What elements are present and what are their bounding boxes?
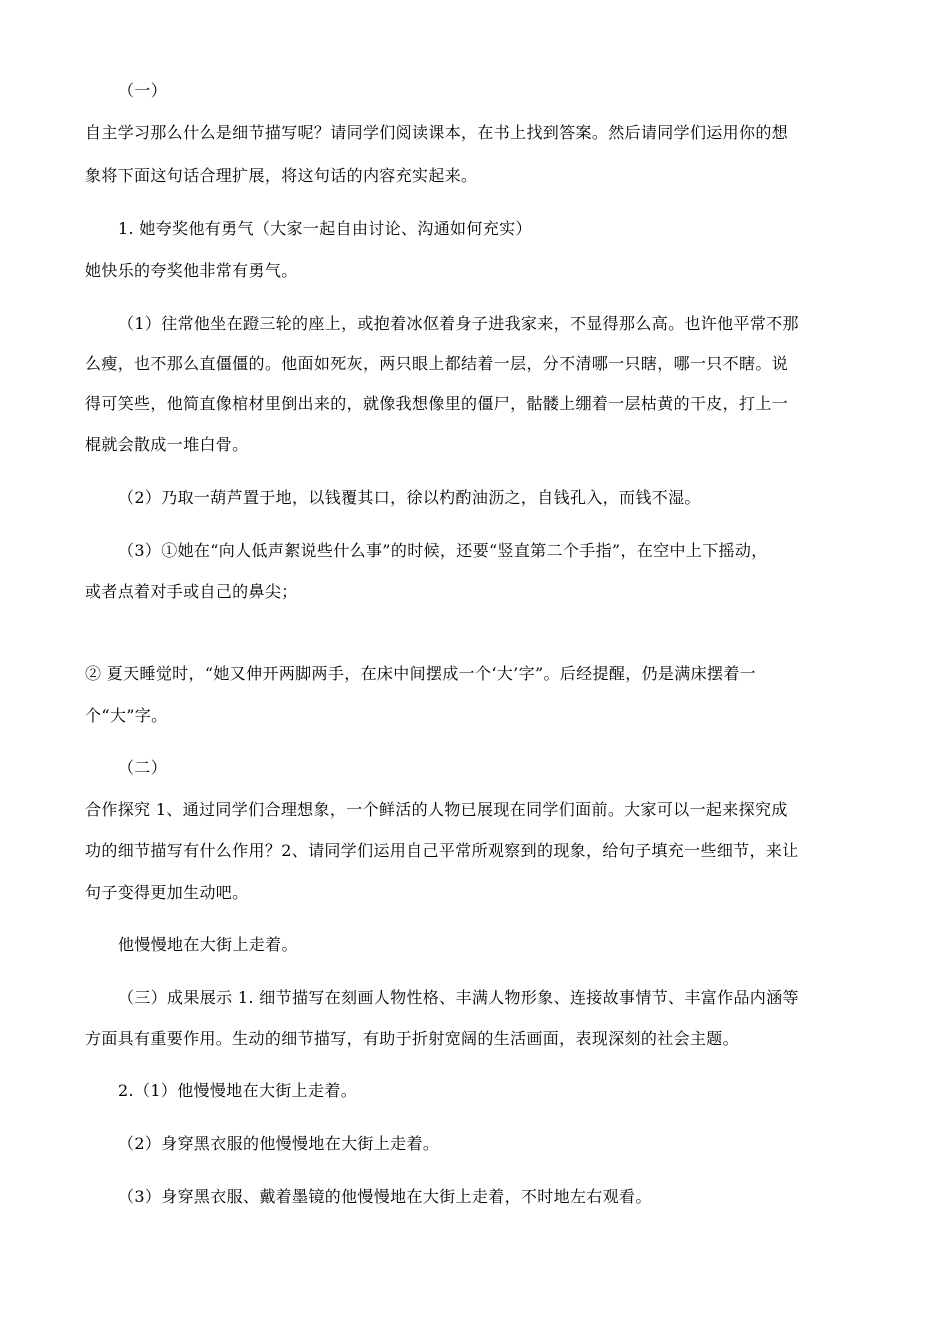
example-line: （2）乃取一葫芦置于地，以钱覆其口，徐以杓酌油沥之，自钱孔入，而钱不湿。: [118, 488, 701, 507]
item-answer: 她快乐的夸奖他非常有勇气。: [85, 261, 298, 280]
paragraph-line: 合作探究 1、通过同学们合理想象，一个鲜活的人物已展现在同学们面前。大家可以一起来探究成: [85, 800, 788, 819]
paragraph-line: 象将下面这句话合理扩展，将这句话的内容充实起来。: [85, 166, 478, 185]
paragraph-line: （三）成果展示 1. 细节描写在刻画人物性格、丰满人物形象、连接故事情节、丰富作品内涵等: [118, 988, 799, 1007]
sample-sentence: 他慢慢地在大街上走着。: [118, 935, 298, 954]
paragraph-line: 方面具有重要作用。生动的细节描写，有助于折射宽阔的生活画面，表现深刻的社会主题。: [85, 1029, 740, 1048]
example-line: ② 夏天睡觉时，“她又伸开两脚两手，在床中间摆成一个‘大’字”。后经提醒，仍是满床摆着一: [85, 664, 757, 683]
list-item: （2）身穿黑衣服的他慢慢地在大街上走着。: [118, 1134, 440, 1153]
section-heading-1: （一）: [118, 81, 168, 100]
example-line: （3）①她在“向人低声絮说些什么事”的时候，还要“竖直第二个手指”，在空中上下摇动，: [118, 541, 768, 560]
item-title: 1. 她夸奖他有勇气（大家一起自由讨论、沟通如何充实）: [118, 219, 532, 238]
example-line: （1）往常他坐在蹬三轮的座上，或抱着冰伛着身子进我家来，不显得那么高。也许他平常不那: [118, 314, 799, 333]
example-line: 或者点着对手或自己的鼻尖；: [85, 582, 298, 601]
section-heading-2: （二）: [118, 758, 168, 777]
list-item: 2.（1）他慢慢地在大街上走着。: [118, 1081, 358, 1100]
example-line: 个“大”字。: [85, 706, 168, 725]
list-item: （3）身穿黑衣服、戴着墨镜的他慢慢地在大街上走着，不时地左右观看。: [118, 1187, 652, 1206]
paragraph-line: 自主学习那么什么是细节描写呢？请同学们阅读课本，在书上找到答案。然后请同学们运用你的想: [85, 123, 789, 142]
example-line: 棍就会散成一堆白骨。: [85, 435, 249, 454]
paragraph-line: 句子变得更加生动吧。: [85, 883, 249, 902]
paragraph-line: 功的细节描写有什么作用？2、请同学们运用自己平常所观察到的现象，给句子填充一些细节，来让: [85, 841, 799, 860]
example-line: 么瘦，也不那么直僵僵的。他面如死灰，两只眼上都结着一层，分不清哪一只瞎，哪一只不瞎。说: [85, 354, 789, 373]
example-line: 得可笑些，他简直像棺材里倒出来的，就像我想像里的僵尸，骷髅上绷着一层枯黄的干皮，打上一: [85, 394, 789, 413]
